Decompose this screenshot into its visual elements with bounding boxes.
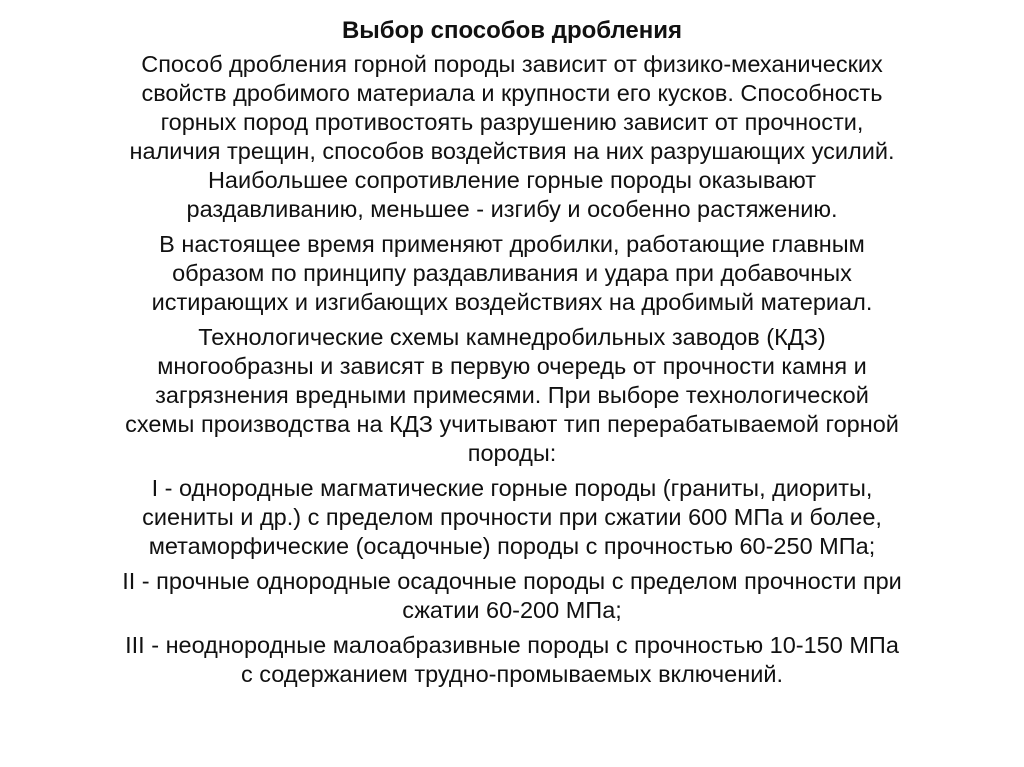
paragraph-type-2 xyxy=(30,567,994,625)
text-line: свойств дробимого материала и крупности его кусков. Способность xyxy=(141,80,883,106)
text-line: схемы производства на КДЗ учитывают тип перерабатываемой горной xyxy=(125,411,899,437)
slide-title: Выбор способов дробления xyxy=(341,17,683,44)
text-line: раздавливанию, меньшее - изгибу и особенно растяжению. xyxy=(186,196,838,222)
paragraph-schemes xyxy=(30,323,994,468)
paragraph-intro xyxy=(30,50,994,224)
text-line: горных пород противостоять разрушению зависит от прочности, xyxy=(160,109,864,135)
text-line: истирающих и изгибающих воздействиях на дробимый материал. xyxy=(151,289,873,315)
text-line: многообразны и зависят в первую очередь от прочности камня и xyxy=(157,353,867,379)
text-line: с содержанием трудно-промываемых включений. xyxy=(241,661,783,687)
slide-body xyxy=(30,50,994,695)
text-line: I - однородные магматические горные породы (граниты, диориты, xyxy=(151,475,873,501)
text-line: Наибольшее сопротивление горные породы оказывают xyxy=(207,167,817,193)
paragraph-type-1 xyxy=(30,474,994,561)
text-line: метаморфические (осадочные) породы с прочностью 60-250 МПа; xyxy=(148,533,876,559)
text-line: Способ дробления горной породы зависит от физико-механических xyxy=(141,51,883,77)
text-line: сжатии 60-200 МПа; xyxy=(402,597,622,623)
paragraph-type-3 xyxy=(30,631,994,689)
text-line: образом по принципу раздавливания и удара при добавочных xyxy=(172,260,852,286)
text-line: В настоящее время применяют дробилки, работающие главным xyxy=(159,231,865,257)
paragraph-crushers xyxy=(30,230,994,317)
text-line: II - прочные однородные осадочные породы с пределом прочности при xyxy=(122,568,902,594)
text-line: загрязнения вредными примесями. При выборе технологической xyxy=(155,382,869,408)
text-line: наличия трещин, способов воздействия на них разрушающих усилий. xyxy=(129,138,895,164)
text-line: III - неоднородные малоабразивные породы с прочностью 10-150 МПа xyxy=(125,632,899,658)
text-line: сиениты и др.) с пределом прочности при сжатии 600 МПа и более, xyxy=(142,504,882,530)
text-line: Технологические схемы камнедробильных заводов (КДЗ) xyxy=(198,324,826,350)
text-line: породы: xyxy=(467,440,557,466)
